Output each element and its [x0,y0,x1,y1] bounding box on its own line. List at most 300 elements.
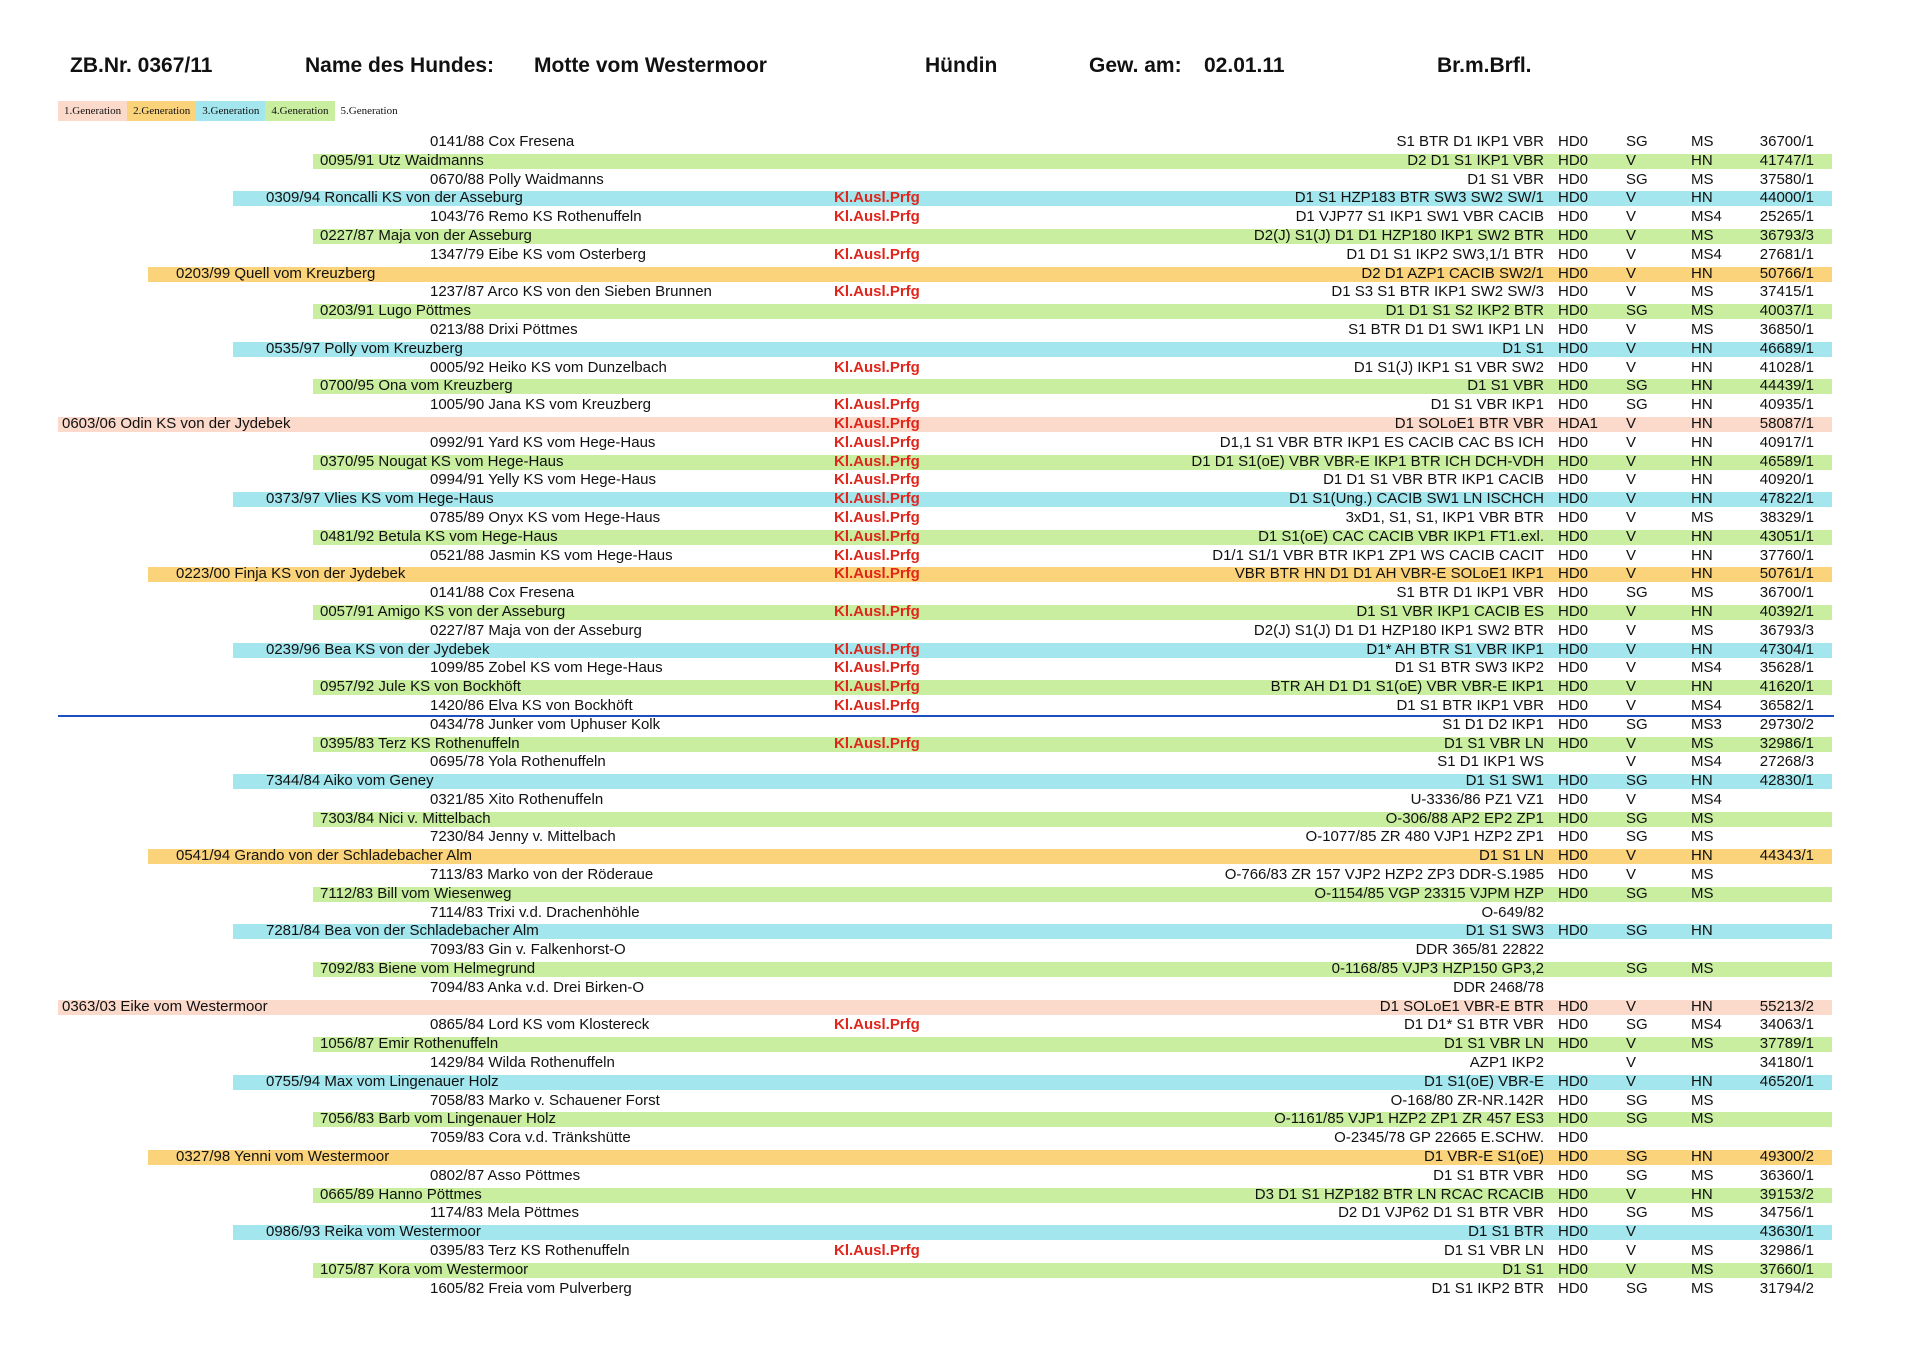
breeding-status-cell: MS [1691,866,1714,884]
grade-cell: V [1626,508,1637,526]
stud-number-cell: 46520/1 [1759,1072,1814,1090]
pedigree-row [0,810,1920,829]
breeding-status-cell: MS [1691,734,1714,752]
breeding-status-cell: MS [1691,320,1714,338]
grade-cell: SG [1626,884,1648,902]
breeding-status-cell: MS4 [1691,659,1722,677]
stud-number-cell: 50761/1 [1759,565,1814,583]
hd-cell: HD0 [1558,1260,1589,1278]
stud-number-cell: 50766/1 [1759,264,1814,282]
award-cell: Kl.Ausl.Prfg [834,1242,920,1260]
pedigree-row [0,471,1920,490]
grade-cell: V [1626,358,1637,376]
pedigree-row [0,1054,1920,1073]
breeding-status-cell: HN [1691,997,1713,1015]
award-cell: Kl.Ausl.Prfg [834,734,920,752]
dog-name-cell: 0370/95 Nougat KS vom Hege-Haus [320,452,564,470]
stud-number-cell: 43051/1 [1759,527,1814,545]
pedigree-row [0,321,1920,340]
grade-cell: V [1626,866,1637,884]
breeding-status-cell: MS4 [1691,208,1722,226]
dog-name-cell: 0755/94 Max vom Lingenauer Holz [266,1072,499,1090]
grade-cell: SG [1626,1016,1648,1034]
pedigree-row [0,1092,1920,1111]
stud-number-cell: 31794/2 [1759,1279,1814,1297]
pedigree-table [0,133,1920,1298]
hd-cell: HD0 [1558,189,1589,207]
grade-cell: SG [1626,715,1648,733]
stud-number-cell: 40920/1 [1759,471,1814,489]
pedigree-row [0,547,1920,566]
hd-cell: HD0 [1558,208,1589,226]
stud-number-cell: 40392/1 [1759,602,1814,620]
titles-cell: O-2345/78 GP 22665 E.SCHW. [1334,1129,1544,1147]
pedigree-row [0,528,1920,547]
breeding-status-cell: MS [1691,621,1714,639]
breeding-status-cell: MS [1691,508,1714,526]
grade-cell: V [1626,678,1637,696]
titles-cell: D1 VJP77 S1 IKP1 SW1 VBR CACIB [1295,208,1544,226]
hd-cell: HD0 [1558,621,1589,639]
generation-band [313,304,1832,319]
pedigree-row [0,584,1920,603]
hd-cell: HD0 [1558,884,1589,902]
hd-cell: HD0 [1558,471,1589,489]
grade-cell: V [1626,659,1637,677]
pedigree-row [0,227,1920,246]
breeding-status-cell: HN [1691,678,1713,696]
pedigree-row [0,302,1920,321]
dog-name-cell: 7112/83 Bill vom Wiesenweg [320,884,512,902]
hd-cell: HD0 [1558,678,1589,696]
pedigree-row [0,415,1920,434]
breeding-status-cell: HN [1691,189,1713,207]
titles-cell: D1 S1 SW1 [1465,772,1544,790]
hd-cell: HD0 [1558,1185,1589,1203]
hd-cell: HD0 [1558,1148,1589,1166]
hd-cell: HD0 [1558,151,1589,169]
grade-cell: SG [1626,302,1648,320]
grade-cell: SG [1626,1279,1648,1297]
pedigree-row [0,866,1920,885]
award-cell: Kl.Ausl.Prfg [834,640,920,658]
dog-name-cell: 0203/91 Lugo Pöttmes [320,302,471,320]
stud-number-cell: 41028/1 [1759,358,1814,376]
titles-cell: D3 D1 S1 HZP182 BTR LN RCAC RCACIB [1254,1185,1544,1203]
breeding-status-cell: HN [1691,358,1713,376]
titles-cell: D1 S1 VBR LN [1443,1242,1544,1260]
dog-name-label: Name des Hundes: [305,54,495,77]
stud-number-cell: 36850/1 [1759,320,1814,338]
titles-cell: S1 BTR D1 IKP1 VBR [1396,584,1544,602]
hd-cell: HD0 [1558,997,1589,1015]
stud-number-cell: 27681/1 [1759,245,1814,263]
pedigree-row [0,283,1920,302]
dog-name-cell: 0057/91 Amigo KS von der Asseburg [320,602,566,620]
breeding-status-cell: MS [1691,828,1714,846]
grade-cell: SG [1626,772,1648,790]
breeding-status-cell: HN [1691,414,1713,432]
pedigree-row [0,622,1920,641]
titles-cell: D1,1 S1 VBR BTR IKP1 ES CACIB CAC BS ICH [1219,433,1544,451]
stud-number-cell: 41747/1 [1759,151,1814,169]
hd-cell: HD0 [1558,1242,1589,1260]
award-cell: Kl.Ausl.Prfg [834,433,920,451]
hd-cell: HD0 [1558,790,1589,808]
generation-band [313,884,1832,902]
titles-cell: D1 D1* S1 BTR VBR [1403,1016,1544,1034]
dog-name-cell: 0223/00 Finja KS von der Jydebek [176,565,406,583]
grade-cell: V [1626,621,1637,639]
award-cell: Kl.Ausl.Prfg [834,508,920,526]
breeding-status-cell: HN [1691,527,1713,545]
award-cell: Kl.Ausl.Prfg [834,546,920,564]
pedigree-row [0,1261,1920,1280]
breeding-status-cell: HN [1691,151,1713,169]
grade-cell: V [1626,753,1637,771]
stud-number-cell: 37789/1 [1759,1035,1814,1053]
titles-cell: D1 S1(Ung.) CACIB SW1 LN ISCHCH [1288,490,1544,508]
dog-name-cell: 7113/83 Marko von der Röderaue [430,866,654,884]
titles-cell: S1 D1 IKP1 WS [1437,753,1544,771]
hd-cell: HD0 [1558,1072,1589,1090]
grade-cell: SG [1626,1166,1648,1184]
stud-number-cell: 40917/1 [1759,433,1814,451]
pedigree-row [0,152,1920,171]
grade-cell: V [1626,264,1637,282]
generation-band [398,320,1832,338]
hd-cell: HD0 [1558,302,1589,320]
stud-number-cell: 36793/3 [1759,226,1814,244]
award-cell: Kl.Ausl.Prfg [834,678,920,696]
generation-band [398,1206,1832,1221]
breeding-status-cell: MS [1691,1091,1714,1109]
coat-color: Br.m.Brfl. [1437,54,1532,77]
hd-cell: HD0 [1558,640,1589,658]
pedigree-row [0,847,1920,866]
dog-name-cell: 1429/84 Wilda Rothenuffeln [430,1054,615,1072]
pedigree-row [0,697,1920,716]
hd-cell: HD0 [1558,358,1589,376]
breeding-status-cell: MS4 [1691,753,1722,771]
dog-name-cell: 7303/84 Nici v. Mittelbach [320,809,491,827]
breeding-status-cell: HN [1691,847,1713,865]
stud-number-cell: 34063/1 [1759,1016,1814,1034]
dog-name-cell: 0141/88 Cox Fresena [430,584,575,602]
dog-name-cell: 7093/83 Gin v. Falkenhorst-O [430,941,626,959]
dog-name-cell: 1420/86 Elva KS von Bockhöft [430,696,633,714]
generation-band [313,680,1832,695]
hd-cell: HD0 [1558,1110,1589,1128]
dog-name-cell: 0239/96 Bea KS von der Jydebek [266,640,490,658]
breeding-status-cell: MS [1691,1204,1714,1222]
breeding-status-cell: MS4 [1691,790,1722,808]
pedigree-row [0,565,1920,584]
pedigree-row [0,189,1920,208]
breeding-status-cell: MS [1691,1260,1714,1278]
award-cell: Kl.Ausl.Prfg [834,452,920,470]
hd-cell: HD0 [1558,546,1589,564]
generation-band [313,734,1832,752]
titles-cell: 0-1168/85 VJP3 HZP150 GP3,2 [1331,960,1544,978]
titles-cell: D1 S1 SW3 [1465,922,1544,940]
dog-name-cell: 0141/88 Cox Fresena [430,133,575,150]
titles-cell: D2 D1 AZP1 CACIB SW2/1 [1361,264,1544,282]
generation-band [233,339,1832,357]
breeding-status-cell: HN [1691,546,1713,564]
titles-cell: D1 S1 [1502,1260,1544,1278]
dog-name-cell: 7230/84 Jenny v. Mittelbach [430,828,616,846]
grade-cell: V [1626,1242,1637,1260]
hd-cell: HD0 [1558,245,1589,263]
pedigree-row [0,904,1920,923]
grade-cell: V [1626,527,1637,545]
titles-cell: D1 S1 BTR [1468,1223,1544,1241]
breeding-status-cell: HN [1691,1185,1713,1203]
grade-cell: V [1626,640,1637,658]
grade-cell: V [1626,452,1637,470]
titles-cell: D1 S1 VBR LN [1443,1035,1544,1053]
dog-name-cell: 0865/84 Lord KS vom Klostereck [430,1016,650,1034]
award-cell: Kl.Ausl.Prfg [834,527,920,545]
pedigree-row [0,434,1920,453]
dog-name-cell: 0535/97 Polly vom Kreuzberg [266,339,463,357]
pedigree-row [0,941,1920,960]
award-cell: Kl.Ausl.Prfg [834,396,920,414]
stud-number-cell: 35628/1 [1759,659,1814,677]
pedigree-row [0,1280,1920,1299]
stud-number-cell: 43630/1 [1759,1223,1814,1241]
grade-cell: V [1626,997,1637,1015]
hd-cell: HD0 [1558,922,1589,940]
stud-number-cell: 55213/2 [1759,997,1814,1015]
stud-number-cell: 40935/1 [1759,396,1814,414]
stud-number-cell: 40037/1 [1759,302,1814,320]
pedigree-row [0,1167,1920,1186]
titles-cell: D1 S1 [1502,339,1544,357]
breeding-status-cell: HN [1691,396,1713,414]
dog-name-cell: 0802/87 Asso Pöttmes [430,1166,581,1184]
dog-name-cell: 7059/83 Cora v.d. Tränkshütte [430,1129,631,1147]
dog-name-cell: 7092/83 Biene vom Helmegrund [320,960,536,978]
dog-name-cell: 7281/84 Bea von der Schladebacher Alm [266,922,539,940]
titles-cell: D1 S1 VBR [1467,377,1544,395]
pedigree-row [0,1016,1920,1035]
generation-band [398,135,1832,150]
dog-name-cell: 0541/94 Grando von der Schladebacher Alm [176,847,473,865]
breeding-status-cell: MS4 [1691,1016,1722,1034]
titles-cell: D1 S1(oE) VBR-E [1423,1072,1544,1090]
dog-name-cell: 0095/91 Utz Waidmanns [320,151,484,169]
generation-legend [58,101,404,121]
dog-name-cell: 0395/83 Terz KS Rothenuffeln [430,1242,630,1260]
dog-name-cell: 0695/78 Yola Rothenuffeln [430,753,606,771]
grade-cell: V [1626,245,1637,263]
breeding-status-cell: MS [1691,809,1714,827]
generation-band [313,809,1832,827]
titles-cell: D1 S1 BTR VBR [1433,1166,1544,1184]
dog-name-cell: 7094/83 Anka v.d. Drei Birken-O [430,978,644,996]
pedigree-row [0,659,1920,678]
dog-name-cell: 1174/83 Mela Pöttmes [430,1204,579,1222]
award-cell: Kl.Ausl.Prfg [834,602,920,620]
hd-cell: HD0 [1558,1091,1589,1109]
pedigree-row [0,1242,1920,1261]
hd-cell: HD0 [1558,490,1589,508]
pedigree-row [0,1129,1920,1148]
hd-cell: HD0 [1558,809,1589,827]
hd-cell: HD0 [1558,1016,1589,1034]
titles-cell: D1 S1(J) IKP1 S1 VBR SW2 [1353,358,1544,376]
dog-name-cell: 0203/99 Quell vom Kreuzberg [176,264,376,282]
stud-number-cell: 46589/1 [1759,452,1814,470]
award-cell: Kl.Ausl.Prfg [834,490,920,508]
hd-cell: HD0 [1558,715,1589,733]
stud-number-cell: 49300/2 [1759,1148,1814,1166]
pedigree-row [0,1035,1920,1054]
dog-name-cell: 0700/95 Ona vom Kreuzberg [320,377,513,395]
stud-number-cell: 47822/1 [1759,490,1814,508]
grade-cell: V [1626,696,1637,714]
dog-name-cell: 0327/98 Yenni vom Westermoor [176,1148,390,1166]
stud-number-cell: 36582/1 [1759,696,1814,714]
pedigree-row [0,678,1920,697]
hd-cell: HD0 [1558,1035,1589,1053]
dog-name-cell: 0521/88 Jasmin KS vom Hege-Haus [430,546,673,564]
generation-band [398,755,1832,770]
hd-cell: HD0 [1558,828,1589,846]
pedigree-row [0,960,1920,979]
breeding-status-cell: HN [1691,264,1713,282]
stud-number-cell: 58087/1 [1759,414,1814,432]
dog-name-cell: 7344/84 Aiko vom Geney [266,772,434,790]
pedigree-row [0,453,1920,472]
dog-name-cell: 0227/87 Maja von der Asseburg [430,621,642,639]
titles-cell: S1 BTR D1 D1 SW1 IKP1 LN [1348,320,1544,338]
breeding-status-cell: HN [1691,772,1713,790]
generation-band [398,170,1832,188]
grade-cell: V [1626,1035,1637,1053]
hd-cell: HD0 [1558,339,1589,357]
dog-name-cell: 0213/88 Drixi Pöttmes [430,320,578,338]
titles-cell: D1 S1 IKP2 BTR [1431,1279,1544,1297]
breeding-status-cell: HN [1691,640,1713,658]
breeding-status-cell: MS [1691,226,1714,244]
titles-cell: D1 SOLoE1 BTR VBR [1394,414,1544,432]
grade-cell: SG [1626,396,1648,414]
titles-cell: D1 S1 HZP183 BTR SW3 SW2 SW/1 [1294,189,1544,207]
hd-cell: HD0 [1558,527,1589,545]
breeding-status-cell: MS [1691,170,1714,188]
pedigree-header [0,54,1920,84]
hd-cell: HD0 [1558,283,1589,301]
breeding-status-cell: HN [1691,377,1713,395]
breeding-status-cell: HN [1691,490,1713,508]
breeding-status-cell: MS [1691,1279,1714,1297]
grade-cell: SG [1626,809,1648,827]
grade-cell: V [1626,565,1637,583]
titles-cell: D2 D1 S1 IKP1 VBR [1407,151,1544,169]
grade-cell: V [1626,1072,1637,1090]
grade-cell: V [1626,208,1637,226]
pedigree-row [0,1204,1920,1223]
generation-band [398,586,1832,601]
dog-name-cell: 1347/79 Eibe KS vom Osterberg [430,245,646,263]
dog-name-cell: 1005/90 Jana KS vom Kreuzberg [430,396,651,414]
stud-number-cell: 34756/1 [1759,1204,1814,1222]
pedigree-row [0,490,1920,509]
titles-cell: D1 S1 BTR SW3 IKP2 [1394,659,1544,677]
award-cell: Kl.Ausl.Prfg [834,245,920,263]
pedigree-row [0,265,1920,284]
grade-cell: V [1626,1260,1637,1278]
titles-cell: U-3336/86 PZ1 VZ1 [1410,790,1544,808]
grade-cell: SG [1626,960,1648,978]
dog-name-cell: 0321/85 Xito Rothenuffeln [430,790,604,808]
award-cell: Kl.Ausl.Prfg [834,696,920,714]
dog-name-cell: 0670/88 Polly Waidmanns [430,170,604,188]
dog-name-cell: 0986/93 Reika vom Westermoor [266,1223,481,1241]
pedigree-row [0,359,1920,378]
dog-name-cell: 1075/87 Kora vom Westermoor [320,1260,529,1278]
grade-cell: SG [1626,170,1648,188]
hd-cell: HD0 [1558,866,1589,884]
dog-name-cell: 0957/92 Jule KS von Bockhöft [320,678,521,696]
titles-cell: D1 S1 VBR IKP1 CACIB ES [1356,602,1544,620]
breeding-status-cell: HN [1691,1072,1713,1090]
titles-cell: D1 D1 S1(oE) VBR VBR-E IKP1 BTR ICH DCH-VDH [1191,452,1544,470]
generation-band [313,1185,1832,1203]
stud-number-cell: 37580/1 [1759,170,1814,188]
award-cell: Kl.Ausl.Prfg [834,189,920,207]
hd-cell: HD0 [1558,584,1589,602]
birth-date-label: Gew. am: [1089,54,1182,77]
titles-cell: D1 S1 BTR IKP1 VBR [1396,696,1544,714]
breeding-status-cell: HN [1691,471,1713,489]
hd-cell: HD0 [1558,1166,1589,1184]
award-cell: Kl.Ausl.Prfg [834,565,920,583]
hd-cell: HD0 [1558,772,1589,790]
pedigree-row [0,246,1920,265]
titles-cell: DDR 2468/78 [1453,978,1544,996]
breeding-status-cell: HN [1691,922,1713,940]
grade-cell: V [1626,226,1637,244]
hd-cell: HD0 [1558,734,1589,752]
titles-cell: D1 D1 S1 S2 IKP2 BTR [1385,302,1544,320]
breeding-status-cell: MS [1691,302,1714,320]
stud-number-cell: 32986/1 [1759,1242,1814,1260]
pedigree-row [0,772,1920,791]
titles-cell: O-1161/85 VJP1 HZP2 ZP1 ZR 457 ES3 [1274,1110,1544,1128]
titles-cell: D1 S1 LN [1478,847,1544,865]
pedigree-row [0,753,1920,772]
dog-name-cell: 0373/97 Vlies KS vom Hege-Haus [266,490,494,508]
breeding-status-cell: MS [1691,283,1714,301]
titles-cell: D1 S3 S1 BTR IKP1 SW2 SW/3 [1331,283,1544,301]
titles-cell: DDR 365/81 22822 [1415,941,1544,959]
legend-item: 4.Generation [265,101,334,121]
birth-date: 02.01.11 [1204,54,1285,77]
stud-number-cell: 41620/1 [1759,678,1814,696]
breeding-status-cell: MS [1691,584,1714,602]
pedigree-row [0,885,1920,904]
hd-cell: HD0 [1558,264,1589,282]
hd-cell: HD0 [1558,1279,1589,1297]
dog-name-cell: 1237/87 Arco KS von den Sieben Brunnen [430,283,712,301]
generation-band [398,790,1832,808]
breeding-status-cell: MS [1691,1242,1714,1260]
breeding-status-cell: MS [1691,1035,1714,1053]
